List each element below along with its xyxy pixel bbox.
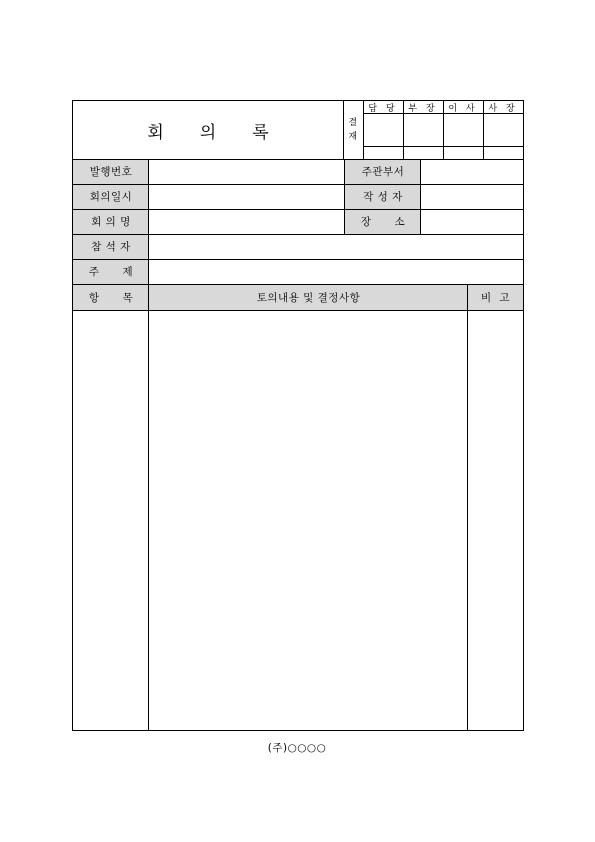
divider (443, 101, 444, 159)
divider (148, 159, 149, 730)
approval-label-top: 결 (348, 118, 358, 128)
divider (467, 284, 468, 730)
approval-col-staff: 담 당 (368, 104, 398, 114)
attendees-label: 참 석 자 (73, 234, 149, 259)
divider (73, 184, 523, 185)
item-header: 항 목 (73, 284, 149, 310)
divider (343, 101, 344, 159)
divider (73, 284, 523, 285)
approval-col-president: 사 장 (488, 104, 518, 114)
divider (344, 159, 345, 234)
place-label: 장 소 (345, 209, 421, 234)
issue-no-label: 발행번호 (73, 159, 149, 184)
divider (483, 101, 484, 159)
divider (420, 159, 421, 234)
writer-label: 작 성 자 (345, 184, 421, 209)
divider (73, 310, 523, 311)
form-title-char: 록 (252, 122, 269, 143)
divider (403, 101, 404, 159)
divider (363, 101, 364, 159)
subject-label: 주 제 (73, 259, 149, 284)
remarks-header: 비 고 (468, 284, 523, 310)
divider (73, 259, 523, 260)
approval-col-director: 이 사 (448, 104, 478, 114)
form-outer-border (72, 100, 524, 731)
approval-label-bottom: 재 (348, 132, 358, 142)
divider (73, 234, 523, 235)
form-title-char: 의 (199, 122, 217, 143)
dept-label: 주관부서 (345, 159, 421, 184)
meeting-name-label: 회 의 명 (73, 209, 149, 234)
divider (73, 209, 523, 210)
date-label: 회의일시 (73, 184, 149, 209)
approval-col-manager: 부 장 (408, 104, 438, 114)
divider (73, 159, 523, 160)
content-header: 토의내용 및 결정사항 (149, 284, 468, 310)
company-name: (주)○○○○ (267, 741, 327, 754)
form-title-char: 회 (147, 122, 164, 143)
